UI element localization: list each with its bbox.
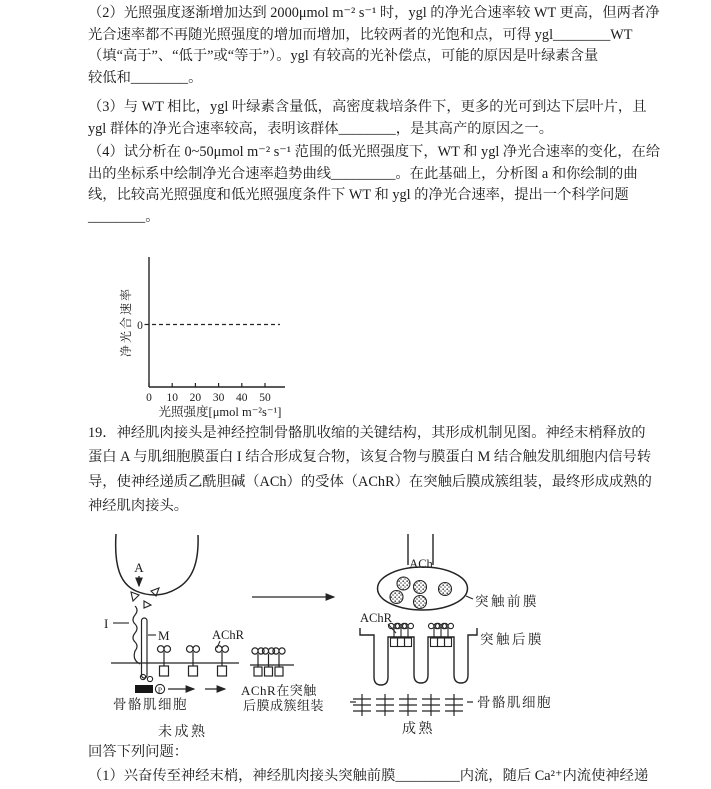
achr-label-immature: AChR (212, 628, 244, 642)
phosphate-label: P (157, 685, 163, 695)
text-line: （1）兴奋传至神经末梢，神经肌肉接头突触前膜_________内流，随后 Ca²⁺内流使神经递 (88, 768, 649, 785)
text-line: 导，使神经递质乙酰胆碱（ACh）的受体（AChR）在突触后膜成簇组装，最终形成成熟的 (88, 473, 652, 490)
text-line: 线，比较高光照强度和低光照强度条件下 WT 和 ygl 的净光合速率，提出一个科学问题 (88, 187, 629, 204)
text-line: （2）光照强度逐渐增加达到 2000μmol m⁻² s⁻¹ 时，ygl 的净光合速率较 WT 更高，但两者净 (88, 5, 660, 21)
blank-axes-chart (108, 252, 298, 424)
x-axis-label: 光照强度[μmol m⁻²s⁻¹] (158, 405, 282, 419)
svg-text:30: 30 (212, 392, 225, 404)
answer-intro-line: 回答下列问题： (88, 744, 189, 760)
svg-text:20: 20 (189, 392, 202, 404)
text-line: （4）试分析在 0~50μmol m⁻² s⁻¹ 范围的低光照强度下，WT 和 ygl 净光合速率的变化，在给 (88, 144, 661, 160)
text-line: （3）与 WT 相比，ygl 叶绿素含量低，高密度栽培条件下，更多的光可到达下层叶片，且 (88, 99, 647, 115)
postsynaptic-membrane-label: 突触后膜 (480, 632, 544, 647)
text-line: ________。 (88, 208, 160, 225)
postsynaptic-folded-membrane (360, 628, 477, 685)
q19-answer-block (88, 740, 648, 789)
text-line: 蛋白 A 与肌细胞膜蛋白 I 结合形成复合物，该复合物与膜蛋白 M 结合触发肌细胞内信号转 (88, 449, 652, 466)
mature-caption: 成熟 (402, 722, 435, 737)
text-line: 19．神经肌肉接头是神经控制骨骼肌收缩的关键结构，其形成机制见图。神经末梢释放的 (88, 425, 646, 441)
q19-stem-paragraph (88, 421, 652, 518)
protein-i-squiggle (133, 606, 140, 664)
svg-text:40: 40 (236, 392, 248, 404)
cluster-caption-line1: AChR在突触 (241, 683, 317, 698)
svg-text:10: 10 (166, 392, 178, 404)
svg-text:0: 0 (146, 392, 152, 404)
signal-block (135, 685, 153, 693)
q18-part4-paragraph (88, 142, 661, 228)
svg-text:50: 50 (259, 392, 271, 404)
protein-m-label: M (158, 628, 170, 643)
presynaptic-membrane-label: 突触前膜 (475, 594, 539, 609)
presynaptic-pointer (466, 596, 473, 599)
text-line: 出的坐标系中绘制净光合速率趋势曲线_________。在此基础上，分析图 a 和你绘制的曲 (88, 165, 638, 182)
synaptic-vesicles (390, 577, 452, 609)
nerve-terminal-outline (116, 534, 198, 595)
text-line: ygl 群体的净光合速率较高，表明该群体________，是其高产的原因之一。 (88, 120, 554, 137)
y-axis-label: 净光合速率 (119, 286, 133, 358)
protein-a-label: A (134, 560, 144, 575)
achr-label-mature: AChR (360, 611, 392, 625)
muscle-cell-label-left: 骨骼肌细胞 (113, 697, 188, 712)
ach-label: ACh (409, 557, 433, 571)
text-line: 光合速率都不再随光照强度的增加而增加，比较两者的光饱和点，可得 ygl________WT (88, 26, 633, 43)
cluster-caption-line2: 后膜成簇组装 (243, 698, 325, 713)
x-tick-labels (146, 392, 271, 404)
q18-part3-paragraph (88, 97, 648, 140)
text-line: 神经肌肉接头。 (88, 497, 189, 514)
text-line: （填“高于”、“低于”或“等于”）。ygl 有较高的光补偿点，可能的原因是叶绿素含量 (88, 48, 599, 65)
immature-caption: 未成熟 (158, 725, 208, 740)
protein-m-bar (142, 618, 148, 678)
neuromuscular-junction-diagram (98, 528, 578, 743)
striated-muscle-pattern (350, 694, 473, 716)
muscle-cell-label-right: 骨骼肌细胞 (477, 695, 552, 710)
protein-i-label: I (104, 616, 109, 631)
protein-m-foot (147, 676, 152, 681)
dispersed-achr-receptors (158, 646, 229, 676)
text-line: 较低和________。 (88, 69, 203, 86)
achr-pointer-immature (217, 641, 220, 648)
clustered-achr-receptors-immature (252, 648, 285, 676)
clustered-achr-receptors-mature (389, 623, 454, 646)
y-zero-label: 0 (137, 320, 143, 332)
q18-part2-paragraph (88, 3, 660, 89)
